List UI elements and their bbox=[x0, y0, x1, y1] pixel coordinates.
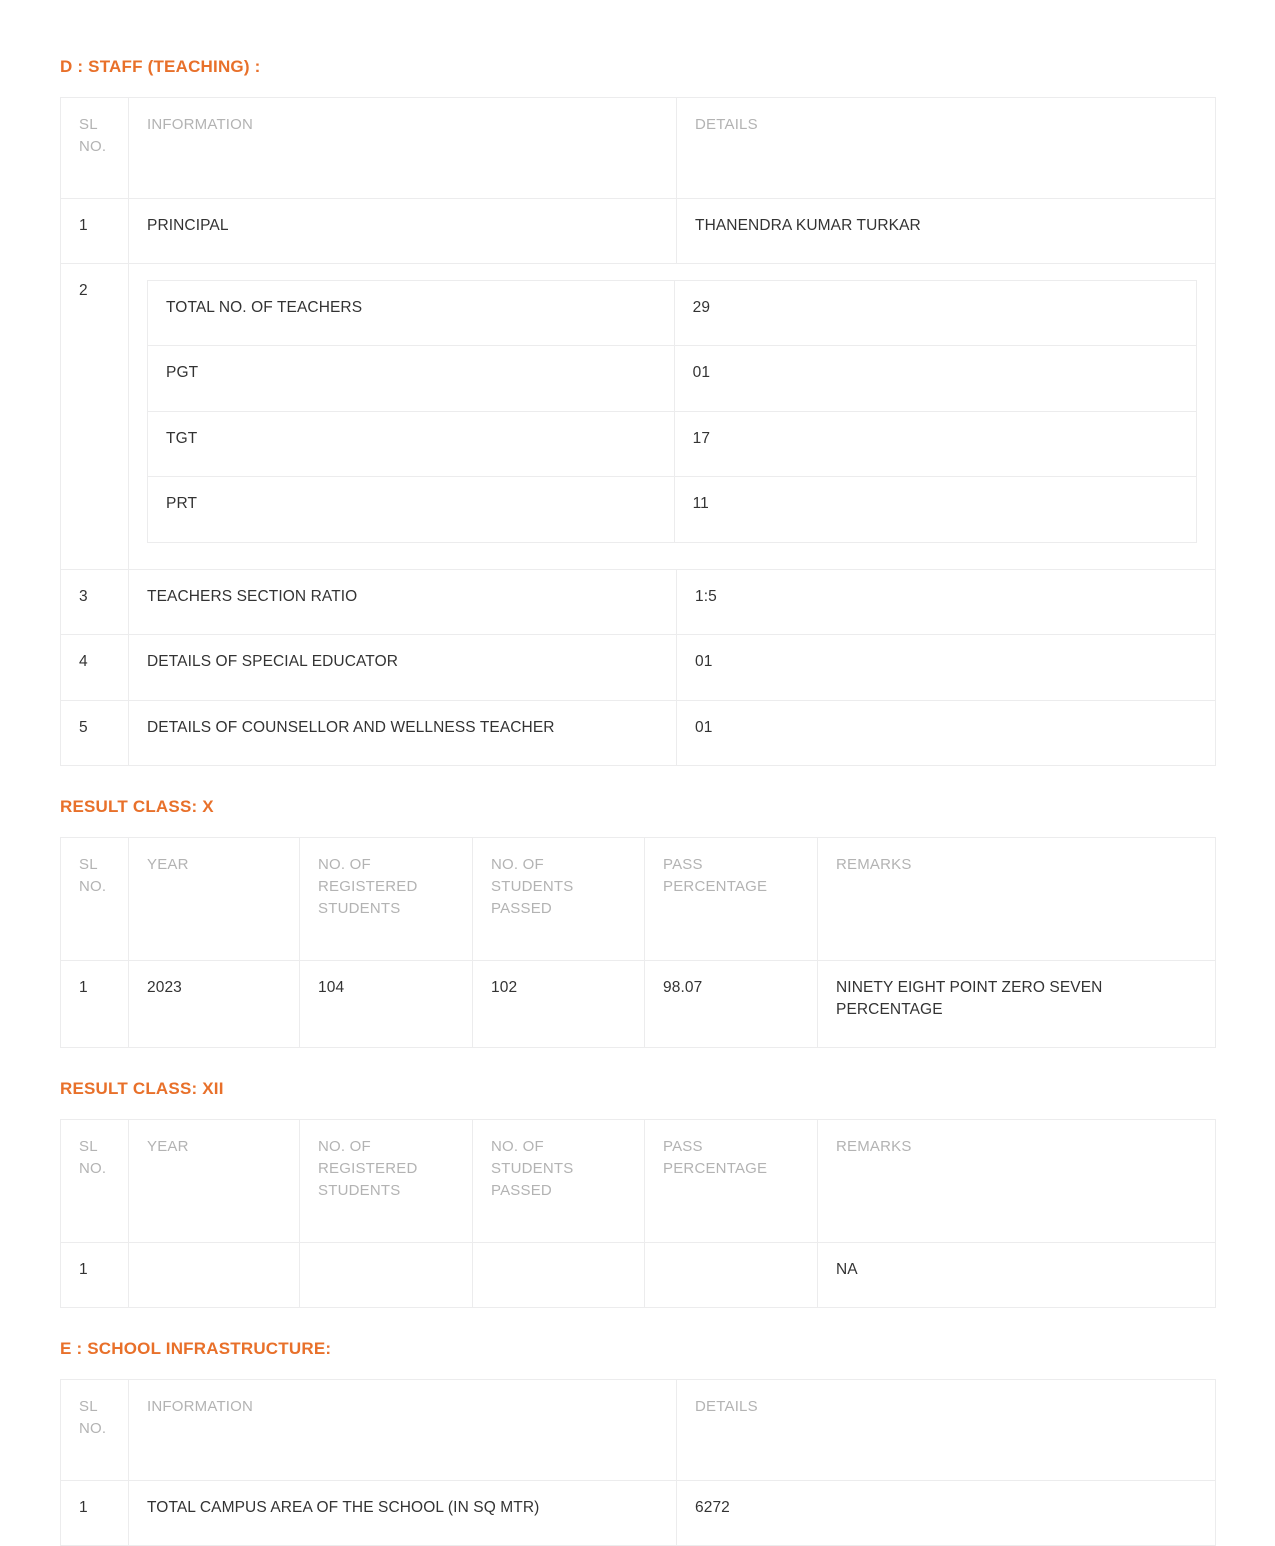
result-x-head bbox=[61, 838, 1216, 960]
teacher-breakdown-table bbox=[147, 280, 1197, 543]
result-x-section-heading: RESULT CLASS: X bbox=[60, 797, 214, 817]
infrastructure-row-sl: 1 bbox=[61, 1480, 129, 1545]
result-xii-row-registered bbox=[300, 1242, 473, 1307]
infrastructure-section-heading: E : SCHOOL INFRASTRUCTURE: bbox=[60, 1339, 332, 1359]
staff-header-row bbox=[61, 98, 1216, 199]
result-x-col-sl-no: SL NO. bbox=[61, 838, 129, 960]
result-x-row-registered: 104 bbox=[300, 960, 473, 1048]
result-xii-body bbox=[61, 1242, 1216, 1307]
staff-row-sl: 4 bbox=[61, 635, 129, 700]
result-x-row-sl: 1 bbox=[61, 960, 129, 1048]
infrastructure-head bbox=[61, 1380, 1216, 1481]
staff-section-heading: D : STAFF (TEACHING) : bbox=[60, 57, 261, 76]
table-row bbox=[61, 198, 1216, 263]
staff-row-details: 1:5 bbox=[677, 569, 1216, 634]
infrastructure-heading-block bbox=[60, 1308, 1215, 1379]
result-xii-heading-block bbox=[60, 1048, 1215, 1119]
staff-row-information: DETAILS OF COUNSELLOR AND WELLNESS TEACHER bbox=[129, 700, 677, 765]
infrastructure-row-details: 6272 bbox=[677, 1480, 1216, 1545]
result-xii-header-row bbox=[61, 1120, 1216, 1242]
list-item bbox=[148, 280, 1197, 345]
infrastructure-row-information: TOTAL CAMPUS AREA OF THE SCHOOL (IN SQ MTR) bbox=[129, 1480, 677, 1545]
result-x-col-passed: NO. OF STUDENTS PASSED bbox=[473, 838, 645, 960]
infrastructure-table bbox=[60, 1379, 1216, 1546]
staff-heading-block bbox=[60, 0, 1215, 97]
result-xii-row-sl: 1 bbox=[61, 1242, 129, 1307]
result-xii-col-remarks: REMARKS bbox=[818, 1120, 1216, 1242]
result-x-header-row bbox=[61, 838, 1216, 960]
result-xii-head bbox=[61, 1120, 1216, 1242]
staff-row-details: THANENDRA KUMAR TURKAR bbox=[677, 198, 1216, 263]
teacher-tgt-label: TGT bbox=[148, 411, 675, 476]
infrastructure-body bbox=[61, 1480, 1216, 1545]
result-x-col-pass-percentage: PASS PERCENTAGE bbox=[645, 838, 818, 960]
result-xii-col-year: YEAR bbox=[129, 1120, 300, 1242]
staff-col-details: DETAILS bbox=[677, 98, 1216, 199]
result-x-row-passed: 102 bbox=[473, 960, 645, 1048]
table-row bbox=[61, 569, 1216, 634]
result-x-row-pass-percentage: 98.07 bbox=[645, 960, 818, 1048]
staff-col-information: INFORMATION bbox=[129, 98, 677, 199]
staff-row-information: DETAILS OF SPECIAL EDUCATOR bbox=[129, 635, 677, 700]
result-xii-row-passed bbox=[473, 1242, 645, 1307]
teacher-pgt-label: PGT bbox=[148, 346, 675, 411]
staff-nested-row-sl: 2 bbox=[61, 263, 129, 569]
table-row bbox=[61, 1480, 1216, 1545]
table-row bbox=[61, 1242, 1216, 1307]
result-xii-col-registered: NO. OF REGISTERED STUDENTS bbox=[300, 1120, 473, 1242]
teacher-total-value: 29 bbox=[674, 280, 1196, 345]
result-xii-row-pass-percentage bbox=[645, 1242, 818, 1307]
staff-row-sl: 1 bbox=[61, 198, 129, 263]
teacher-pgt-value: 01 bbox=[674, 346, 1196, 411]
result-xii-col-pass-percentage: PASS PERCENTAGE bbox=[645, 1120, 818, 1242]
teacher-tgt-value: 17 bbox=[674, 411, 1196, 476]
result-x-col-registered: NO. OF REGISTERED STUDENTS bbox=[300, 838, 473, 960]
staff-table-body bbox=[61, 198, 1216, 766]
table-row bbox=[61, 700, 1216, 765]
infrastructure-header-row bbox=[61, 1380, 1216, 1481]
result-xii-section-heading: RESULT CLASS: XII bbox=[60, 1079, 224, 1099]
staff-row-details: 01 bbox=[677, 635, 1216, 700]
result-class-xii-table bbox=[60, 1119, 1216, 1308]
result-class-x-table bbox=[60, 837, 1216, 1048]
table-row-nested bbox=[61, 263, 1216, 569]
result-x-heading-block bbox=[60, 766, 1215, 837]
staff-row-information: TEACHERS SECTION RATIO bbox=[129, 569, 677, 634]
teacher-total-label: TOTAL NO. OF TEACHERS bbox=[148, 280, 675, 345]
list-item bbox=[148, 477, 1197, 542]
staff-table bbox=[60, 97, 1216, 766]
list-item bbox=[148, 411, 1197, 476]
table-row bbox=[61, 635, 1216, 700]
teacher-prt-label: PRT bbox=[148, 477, 675, 542]
infrastructure-col-information: INFORMATION bbox=[129, 1380, 677, 1481]
result-x-row-remarks: NINETY EIGHT POINT ZERO SEVEN PERCENTAGE bbox=[818, 960, 1216, 1048]
teacher-breakdown-body bbox=[148, 280, 1197, 542]
result-xii-row-remarks: NA bbox=[818, 1242, 1216, 1307]
result-xii-col-passed: NO. OF STUDENTS PASSED bbox=[473, 1120, 645, 1242]
result-xii-col-sl-no: SL NO. bbox=[61, 1120, 129, 1242]
result-xii-row-year bbox=[129, 1242, 300, 1307]
staff-row-sl: 5 bbox=[61, 700, 129, 765]
table-row bbox=[61, 960, 1216, 1048]
staff-row-information: PRINCIPAL bbox=[129, 198, 677, 263]
result-x-row-year: 2023 bbox=[129, 960, 300, 1048]
staff-table-head bbox=[61, 98, 1216, 199]
result-x-body bbox=[61, 960, 1216, 1048]
infrastructure-col-sl-no: SL NO. bbox=[61, 1380, 129, 1481]
result-x-col-remarks: REMARKS bbox=[818, 838, 1216, 960]
staff-col-sl-no: SL NO. bbox=[61, 98, 129, 199]
staff-nested-table-host bbox=[129, 263, 1216, 569]
staff-row-sl: 3 bbox=[61, 569, 129, 634]
infrastructure-col-details: DETAILS bbox=[677, 1380, 1216, 1481]
teacher-prt-value: 11 bbox=[674, 477, 1196, 542]
list-item bbox=[148, 346, 1197, 411]
result-x-col-year: YEAR bbox=[129, 838, 300, 960]
staff-row-details: 01 bbox=[677, 700, 1216, 765]
